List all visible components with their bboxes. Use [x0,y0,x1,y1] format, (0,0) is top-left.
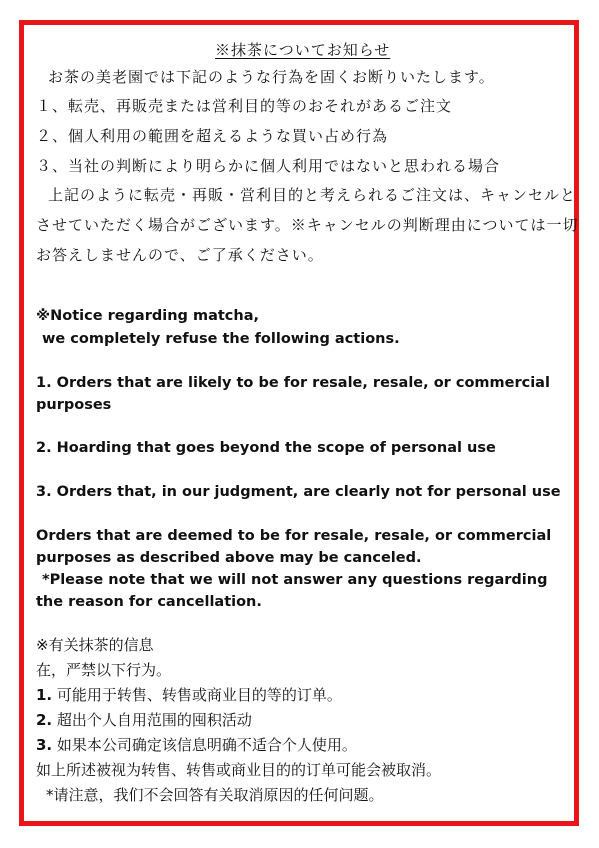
zh-title: ※有关抹茶的信息 [36,636,154,654]
en-item-3: 3. Orders that, in our judgment, are clearly not for personal use [36,484,561,500]
jp-intro: お茶の美老園では下記のような行為を固くお断りいたします。 [48,68,495,86]
zh-item-1 [36,684,342,706]
jp-note-line-2: させていただく場合がございます。※キャンセルの判断理由については一切 [36,216,579,234]
jp-item-2: ２、個人利用の範囲を超えるような買い占め行為 [36,127,389,145]
zh-item-1-text: 可能用于转售、转售或商业目的等的订单。 [56,686,342,704]
zh-item-2-text: 超出个人自用范围的囤积活动 [56,711,252,729]
en-item-1-line-2: purposes [36,397,112,413]
en-item-1-line-1: 1. Orders that are likely to be for resale, resale, or commercial [36,375,550,391]
jp-item-1: １、転売、再販売または営利目的等のおそれがあるご注文 [36,97,453,115]
en-item-2: 2. Hoarding that goes beyond the scope of personal use [36,440,496,456]
en-heading-line-1: ※Notice regarding matcha, [36,308,260,324]
zh-note: 如上所述被视为转售、转售或商业目的的订单可能会被取消。 [36,761,442,779]
zh-item-2 [36,709,252,731]
jp-note-line-1: 上記のように転売・再販・営利目的と考えられるご注文は、キャンセルと [48,186,577,204]
jp-item-3: ３、当社の判断により明らかに個人利用ではないと思われる場合 [36,157,501,175]
en-note-line-2: purposes as described above may be canceled. [36,550,422,566]
zh-item-3-number: 3. [36,736,53,754]
en-heading-line-2: we completely refuse the following actions. [42,331,400,347]
jp-note-line-3: お答えしませんので、ご了承ください。 [36,246,324,264]
zh-item-1-number: 1. [36,686,53,704]
zh-intro: 在，严禁以下行为。 [36,661,172,679]
en-note-line-4: the reason for cancellation. [36,594,262,610]
zh-item-3 [36,734,357,756]
jp-title: ※抹茶についてお知らせ [215,41,391,59]
zh-item-2-number: 2. [36,711,53,729]
en-note-line-3: *Please note that we will not answer any questions regarding [42,572,548,588]
zh-footnote: *请注意，我们不会回答有关取消原因的任何问题。 [46,786,384,804]
en-note-line-1: Orders that are deemed to be for resale, resale, or commercial [36,528,552,544]
zh-item-3-text: 如果本公司确定该信息明确不适合个人使用。 [56,736,357,754]
